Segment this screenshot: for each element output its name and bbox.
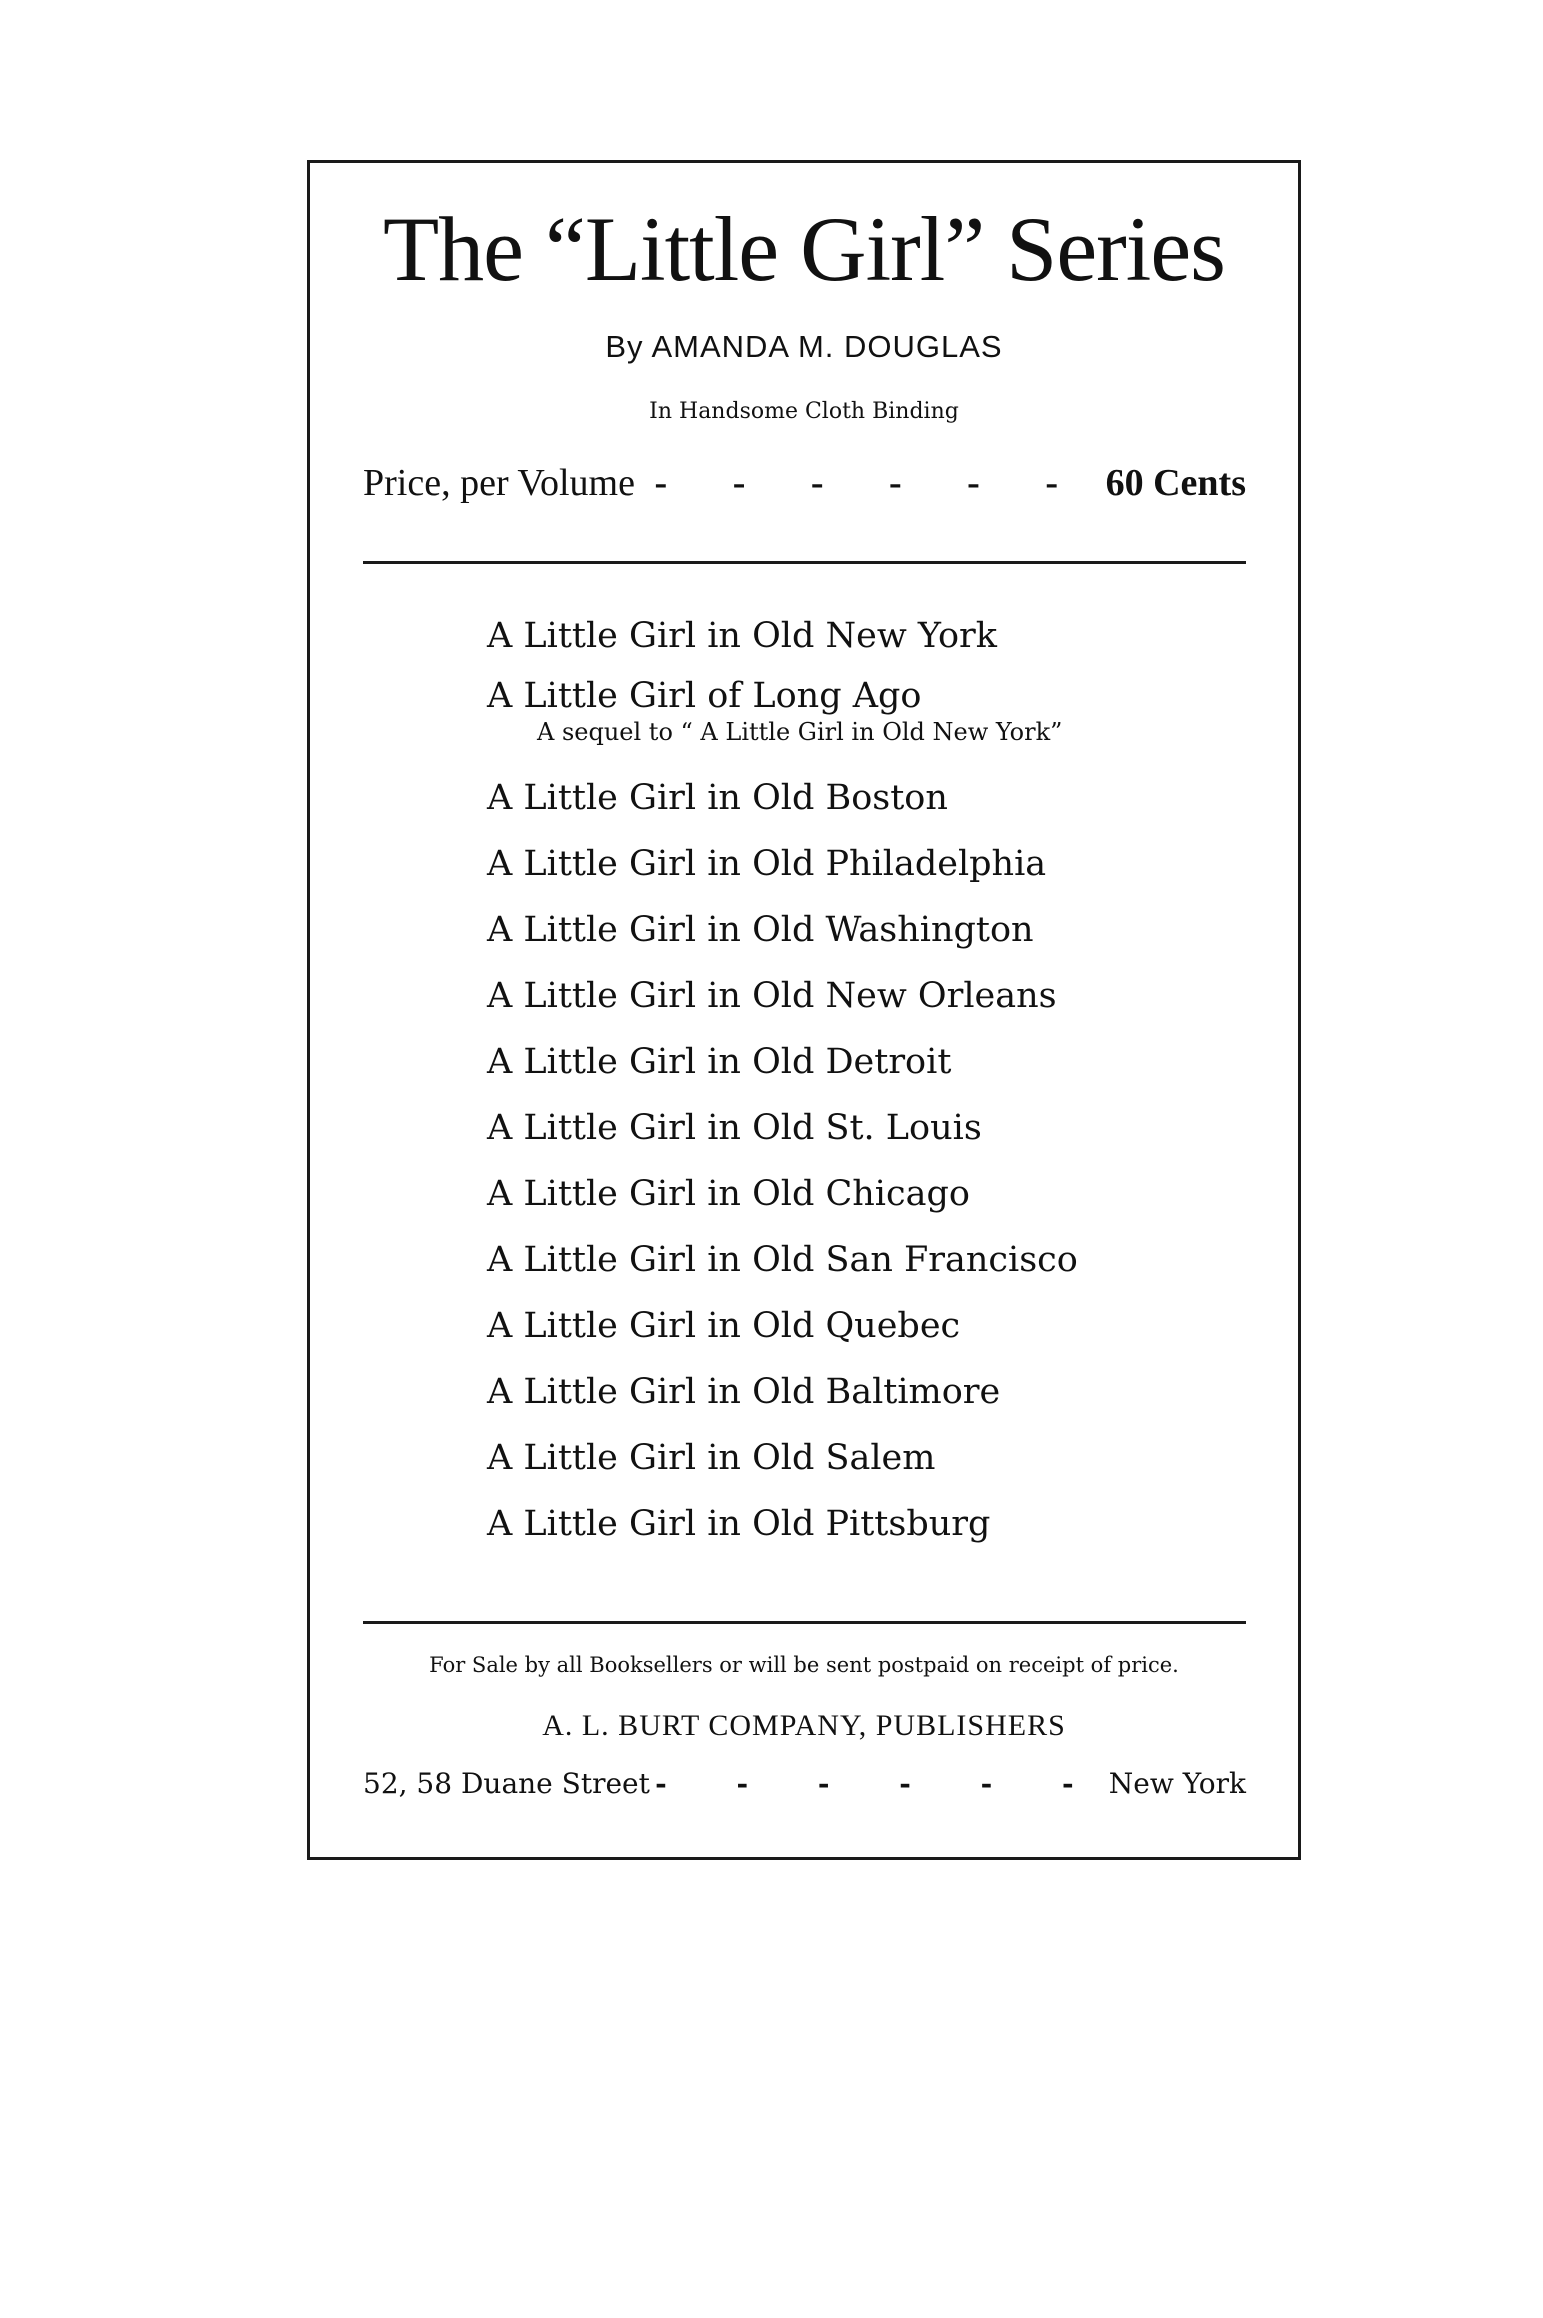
book-title: A Little Girl in Old New York xyxy=(487,616,997,656)
book-item xyxy=(487,1359,1078,1425)
book-note: A sequel to “ A Little Girl in Old New York” xyxy=(537,718,1063,746)
publisher-name: A. L. BURT COMPANY, PUBLISHERS xyxy=(542,1709,1066,1742)
book-item xyxy=(487,765,1078,831)
book-title: A Little Girl of Long Ago xyxy=(487,676,922,716)
book-item xyxy=(487,1095,1078,1161)
book-item xyxy=(487,963,1078,1029)
city: New York xyxy=(1108,1767,1246,1800)
book-title: A Little Girl in Old St. Louis xyxy=(487,1108,982,1148)
advertisement-frame xyxy=(307,160,1301,1860)
book-item xyxy=(487,1227,1078,1293)
book-item xyxy=(487,1425,1078,1491)
binding-note: In Handsome Cloth Binding xyxy=(649,399,959,424)
book-title: A Little Girl in Old Detroit xyxy=(487,1042,952,1082)
book-title: A Little Girl in Old Philadelphia xyxy=(487,844,1047,884)
divider-top xyxy=(363,561,1246,564)
book-item xyxy=(487,1029,1078,1095)
divider-bottom xyxy=(363,1621,1246,1624)
book-title: A Little Girl in Old Baltimore xyxy=(487,1372,1001,1412)
series-title: The “Little Girl” Series xyxy=(382,198,1225,300)
book-title: A Little Girl in Old Chicago xyxy=(487,1174,970,1214)
book-title: A Little Girl in Old Salem xyxy=(487,1438,936,1478)
price-leader: - - - - - - xyxy=(654,462,1086,504)
book-title: A Little Girl in Old New Orleans xyxy=(487,976,1057,1016)
address-leader: - - - - - - xyxy=(655,1767,1104,1800)
book-item xyxy=(487,669,1078,765)
author-line: By AMANDA M. DOUGLAS xyxy=(605,329,1003,364)
book-title: A Little Girl in Old Quebec xyxy=(487,1306,961,1346)
street-address: 52, 58 Duane Street xyxy=(363,1767,650,1800)
book-title: A Little Girl in Old Washington xyxy=(487,910,1034,950)
book-title: A Little Girl in Old Pittsburg xyxy=(487,1504,991,1544)
price-value: 60 Cents xyxy=(1105,462,1246,504)
book-item xyxy=(487,831,1078,897)
book-list xyxy=(487,603,1078,1557)
address-row xyxy=(363,1767,1246,1800)
price-label: Price, per Volume xyxy=(363,462,635,504)
book-item xyxy=(487,603,1078,669)
price-row xyxy=(363,461,1246,505)
book-item xyxy=(487,1491,1078,1557)
book-item xyxy=(487,1293,1078,1359)
book-item xyxy=(487,897,1078,963)
sale-notice: For Sale by all Booksellers or will be sent postpaid on receipt of price. xyxy=(429,1653,1179,1677)
book-item xyxy=(487,1161,1078,1227)
book-title: A Little Girl in Old Boston xyxy=(487,778,948,818)
book-title: A Little Girl in Old San Francisco xyxy=(487,1240,1078,1280)
